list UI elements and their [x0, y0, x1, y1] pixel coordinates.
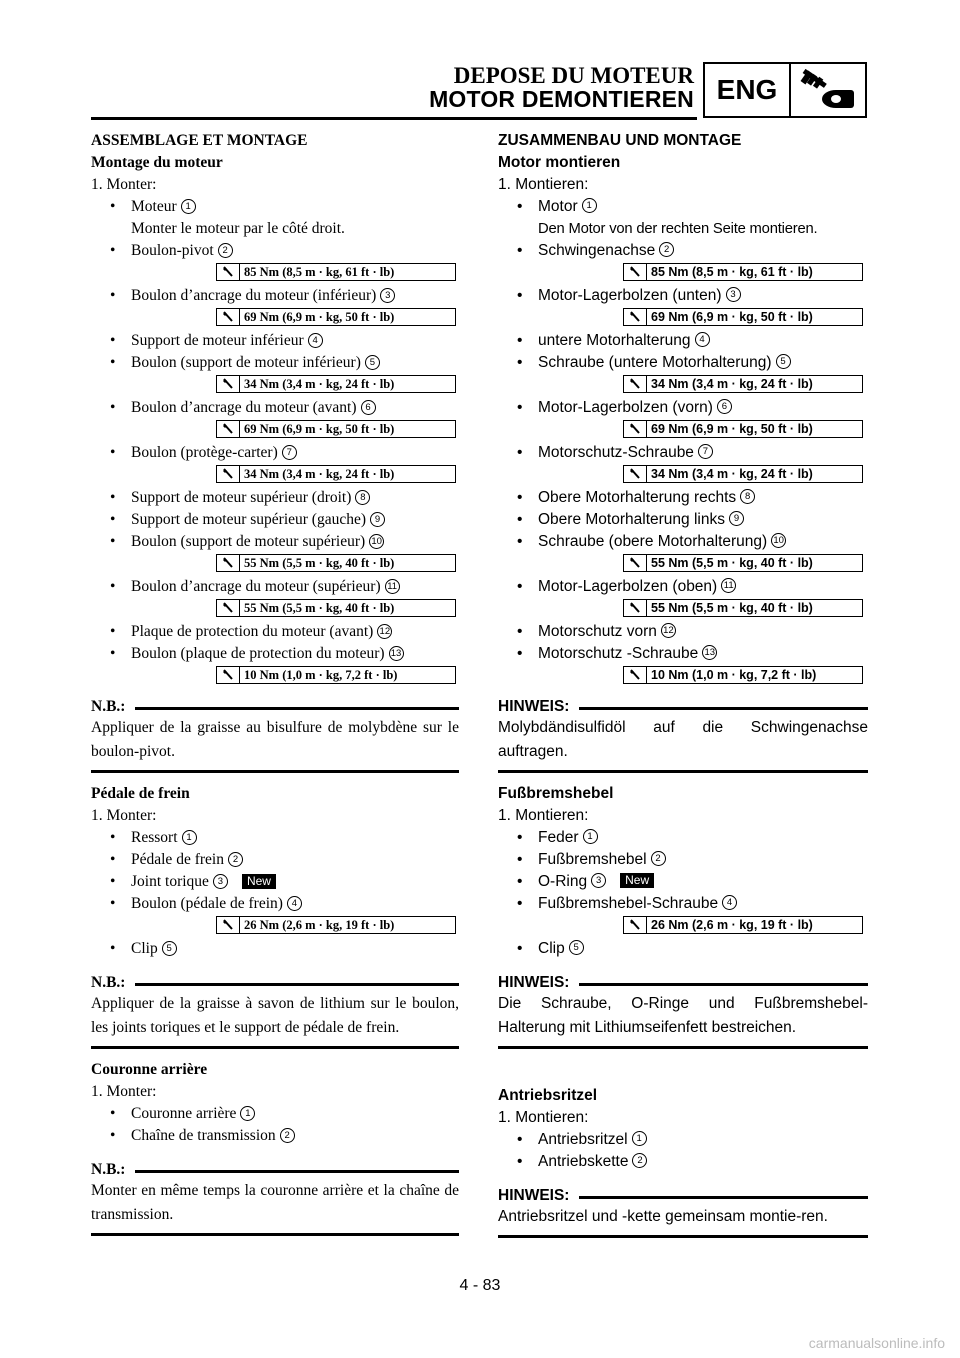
step-label: 1. Montieren: — [498, 807, 589, 824]
callout-number: 2 — [218, 243, 233, 258]
wrench-icon — [624, 466, 647, 482]
list-item: • Feder 1 — [498, 827, 868, 849]
callout-number: 5 — [776, 354, 791, 369]
torque-spec: 34 Nm (3,4 m · kg, 24 ft · lb) — [216, 465, 456, 483]
callout-number: 2 — [651, 851, 666, 866]
list-item: • Boulon-pivot 2 — [91, 240, 459, 262]
french-column — [91, 130, 459, 1246]
callout-number: 2 — [280, 1128, 295, 1143]
callout-number: 4 — [722, 895, 737, 910]
step-label: 1. Monter: — [91, 1083, 157, 1100]
eng-label: ENG — [705, 64, 791, 116]
engine-wrench-icon — [791, 64, 865, 116]
list-item: • Obere Motorhalterung links 9 — [498, 509, 868, 531]
wrench-icon — [217, 600, 240, 616]
torque-spec: 34 Nm (3,4 m · kg, 24 ft · lb) — [623, 465, 863, 483]
callout-number: 2 — [659, 242, 674, 257]
list-item: • Moteur 1 — [91, 196, 459, 218]
torque-spec: 26 Nm (2,6 m · kg, 19 ft · lb) — [623, 916, 863, 934]
callout-number: 8 — [740, 489, 755, 504]
subsection-title: Pédale de frein — [91, 785, 190, 802]
list-item: • Joint torique 3 New — [91, 871, 459, 893]
note-text: Die Schraube, O-Ringe und Fußbremshebel-Halterung mit Lithiumseifenfett bestreichen. — [498, 995, 868, 1036]
note-divider — [91, 770, 459, 773]
list-item: • Support de moteur inférieur 4 — [91, 330, 459, 352]
note-header: HINWEIS: — [498, 698, 868, 716]
section-heading: ASSEMBLAGE ET MONTAGE — [91, 132, 308, 149]
callout-number: 2 — [228, 852, 243, 867]
callout-number: 11 — [721, 578, 736, 593]
callout-number: 5 — [162, 941, 177, 956]
german-column — [498, 130, 868, 1248]
wrench-icon — [624, 555, 647, 571]
list-item: • Boulon (plaque de protection du moteur) 13 — [91, 643, 459, 665]
list-item: • Motorschutz vorn 12 — [498, 621, 868, 643]
note-header: HINWEIS: — [498, 974, 868, 992]
step-label: 1. Monter: — [91, 176, 157, 193]
note-divider — [498, 1235, 868, 1238]
callout-number: 13 — [389, 646, 404, 661]
callout-number: 1 — [240, 1106, 255, 1121]
callout-number: 6 — [361, 400, 376, 415]
callout-number: 9 — [370, 512, 385, 527]
torque-spec: 34 Nm (3,4 m · kg, 24 ft · lb) — [216, 375, 456, 393]
list-item: • Boulon (pédale de frein) 4 — [91, 893, 459, 915]
callout-number: 6 — [717, 399, 732, 414]
list-item: • Boulon (support de moteur inférieur) 5 — [91, 352, 459, 374]
wrench-icon — [624, 376, 647, 392]
note-header: HINWEIS: — [498, 1187, 868, 1205]
list-item: • O-Ring 3 New — [498, 871, 868, 893]
torque-spec: 69 Nm (6,9 m · kg, 50 ft · lb) — [623, 308, 863, 326]
list-item: • Couronne arrière 1 — [91, 1103, 459, 1125]
callout-number: 9 — [729, 511, 744, 526]
callout-number: 3 — [726, 287, 741, 302]
note-header: N.B.: — [91, 1161, 459, 1179]
section-badge — [703, 62, 867, 118]
new-part-badge: New — [242, 874, 276, 889]
list-item: • Obere Motorhalterung rechts 8 — [498, 487, 868, 509]
watermark: carmanualsonline.info — [808, 1335, 945, 1351]
callout-number: 3 — [591, 873, 606, 888]
step-label: 1. Montieren: — [498, 1109, 589, 1126]
callout-number: 5 — [569, 940, 584, 955]
list-item: • Clip 5 — [498, 938, 868, 960]
list-item: • Schraube (untere Motorhalterung) 5 — [498, 352, 868, 374]
subsection-title: Antriebsritzel — [498, 1087, 598, 1104]
list-item: • Ressort 1 — [91, 827, 459, 849]
callout-number: 1 — [181, 199, 196, 214]
callout-number: 1 — [632, 1131, 647, 1146]
wrench-icon — [624, 667, 647, 683]
list-item: • Boulon d’ancrage du moteur (supérieur) 11 — [91, 576, 459, 598]
list-item: • Boulon (support de moteur supérieur) 10 — [91, 531, 459, 553]
torque-spec: 55 Nm (5,5 m · kg, 40 ft · lb) — [623, 554, 863, 572]
subsection-title: Montage du moteur — [91, 154, 223, 171]
wrench-icon — [624, 264, 647, 280]
torque-spec: 55 Nm (5,5 m · kg, 40 ft · lb) — [623, 599, 863, 617]
list-item: • Motor-Lagerbolzen (vorn) 6 — [498, 397, 868, 419]
torque-spec: 10 Nm (1,0 m · kg, 7,2 ft · lb) — [216, 666, 456, 684]
step-label: 1. Montieren: — [498, 176, 589, 193]
item-note: Monter le moteur par le côté droit. — [131, 220, 345, 237]
list-item: • Clip 5 — [91, 938, 459, 960]
wrench-icon — [217, 376, 240, 392]
note-header: N.B.: — [91, 974, 459, 992]
list-item: • Schwingenachse 2 — [498, 240, 868, 262]
callout-number: 10 — [369, 534, 384, 549]
note-header: N.B.: — [91, 698, 459, 716]
list-item: • Support de moteur supérieur (droit) 8 — [91, 487, 459, 509]
note-divider — [498, 1046, 868, 1049]
callout-number: 3 — [380, 288, 395, 303]
wrench-icon — [217, 466, 240, 482]
page-number: 4 - 83 — [459, 1277, 501, 1294]
list-item: • Boulon d’ancrage du moteur (avant) 6 — [91, 397, 459, 419]
page-title-fr: DEPOSE DU MOTEUR — [453, 63, 694, 88]
page-title-de: MOTOR DEMONTIEREN — [429, 86, 694, 112]
header-rule — [91, 117, 697, 120]
callout-number: 1 — [182, 830, 197, 845]
list-item: • Pédale de frein 2 — [91, 849, 459, 871]
list-item: • Support de moteur supérieur (gauche) 9 — [91, 509, 459, 531]
wrench-icon — [217, 421, 240, 437]
wrench-icon — [217, 264, 240, 280]
callout-number: 7 — [282, 445, 297, 460]
torque-spec: 85 Nm (8,5 m · kg, 61 ft · lb) — [623, 263, 863, 281]
list-item: • Motorschutz -Schraube 13 — [498, 643, 868, 665]
wrench-icon — [217, 667, 240, 683]
note-divider — [498, 770, 868, 773]
note-text: Appliquer de la graisse à savon de lithium sur le boulon, les joints toriques et le support de pédale de frein. — [91, 995, 459, 1036]
callout-number: 7 — [698, 444, 713, 459]
torque-spec: 69 Nm (6,9 m · kg, 50 ft · lb) — [216, 420, 456, 438]
callout-number: 8 — [355, 490, 370, 505]
wrench-icon — [624, 917, 647, 933]
note-text: Appliquer de la graisse au bisulfure de molybdène sur le boulon-pivot. — [91, 719, 459, 760]
torque-spec: 69 Nm (6,9 m · kg, 50 ft · lb) — [216, 308, 456, 326]
wrench-icon — [624, 421, 647, 437]
torque-spec: 55 Nm (5,5 m · kg, 40 ft · lb) — [216, 599, 456, 617]
subsection-title: Fußbremshebel — [498, 785, 614, 802]
wrench-icon — [217, 917, 240, 933]
list-item: • Motorschutz-Schraube 7 — [498, 442, 868, 464]
callout-number: 4 — [287, 896, 302, 911]
section-heading: ZUSAMMENBAU UND MONTAGE — [498, 132, 742, 149]
callout-number: 12 — [377, 624, 392, 639]
list-item: • Chaîne de transmission 2 — [91, 1125, 459, 1147]
list-item: • Motor-Lagerbolzen (oben) 11 — [498, 576, 868, 598]
list-item: • untere Motorhalterung 4 — [498, 330, 868, 352]
list-item: • Antriebskette 2 — [498, 1151, 868, 1173]
note-divider — [91, 1233, 459, 1236]
callout-number: 13 — [702, 645, 717, 660]
list-item: • Plaque de protection du moteur (avant) 12 — [91, 621, 459, 643]
torque-spec: 34 Nm (3,4 m · kg, 24 ft · lb) — [623, 375, 863, 393]
note-text: Antriebsritzel und -kette gemeinsam montie-ren. — [498, 1208, 828, 1225]
callout-number: 4 — [308, 333, 323, 348]
list-item: • Boulon (protège-carter) 7 — [91, 442, 459, 464]
callout-number: 2 — [632, 1153, 647, 1168]
note-divider — [91, 1046, 459, 1049]
list-item: • Fußbremshebel 2 — [498, 849, 868, 871]
wrench-icon — [624, 309, 647, 325]
list-item: • Motor 1 — [498, 196, 868, 218]
callout-number: 1 — [582, 198, 597, 213]
subsection-title: Couronne arrière — [91, 1061, 208, 1078]
step-label: 1. Monter: — [91, 807, 157, 824]
wrench-icon — [624, 600, 647, 616]
torque-spec: 10 Nm (1,0 m · kg, 7,2 ft · lb) — [623, 666, 863, 684]
torque-spec: 85 Nm (8,5 m · kg, 61 ft · lb) — [216, 263, 456, 281]
wrench-icon — [217, 309, 240, 325]
list-item: • Antriebsritzel 1 — [498, 1129, 868, 1151]
item-note: Den Motor von der rechten Seite montieren. — [538, 221, 818, 237]
callout-number: 10 — [771, 533, 786, 548]
list-item: • Boulon d’ancrage du moteur (inférieur) 3 — [91, 285, 459, 307]
callout-number: 5 — [365, 355, 380, 370]
wrench-icon — [217, 555, 240, 571]
callout-number: 11 — [385, 579, 400, 594]
list-item: • Fußbremshebel-Schraube 4 — [498, 893, 868, 915]
note-text: Molybdändisulfidöl auf die Schwingenachse auftragen. — [498, 719, 868, 760]
torque-spec: 69 Nm (6,9 m · kg, 50 ft · lb) — [623, 420, 863, 438]
callout-number: 3 — [213, 874, 228, 889]
new-part-badge: New — [620, 873, 654, 888]
list-item: • Schraube (obere Motorhalterung) 10 — [498, 531, 868, 553]
note-text: Monter en même temps la couronne arrière et la chaîne de transmission. — [91, 1182, 459, 1223]
callout-number: 12 — [661, 623, 676, 638]
callout-number: 4 — [695, 332, 710, 347]
callout-number: 1 — [583, 829, 598, 844]
torque-spec: 26 Nm (2,6 m · kg, 19 ft · lb) — [216, 916, 456, 934]
torque-spec: 55 Nm (5,5 m · kg, 40 ft · lb) — [216, 554, 456, 572]
subsection-title: Motor montieren — [498, 154, 621, 171]
list-item: • Motor-Lagerbolzen (unten) 3 — [498, 285, 868, 307]
